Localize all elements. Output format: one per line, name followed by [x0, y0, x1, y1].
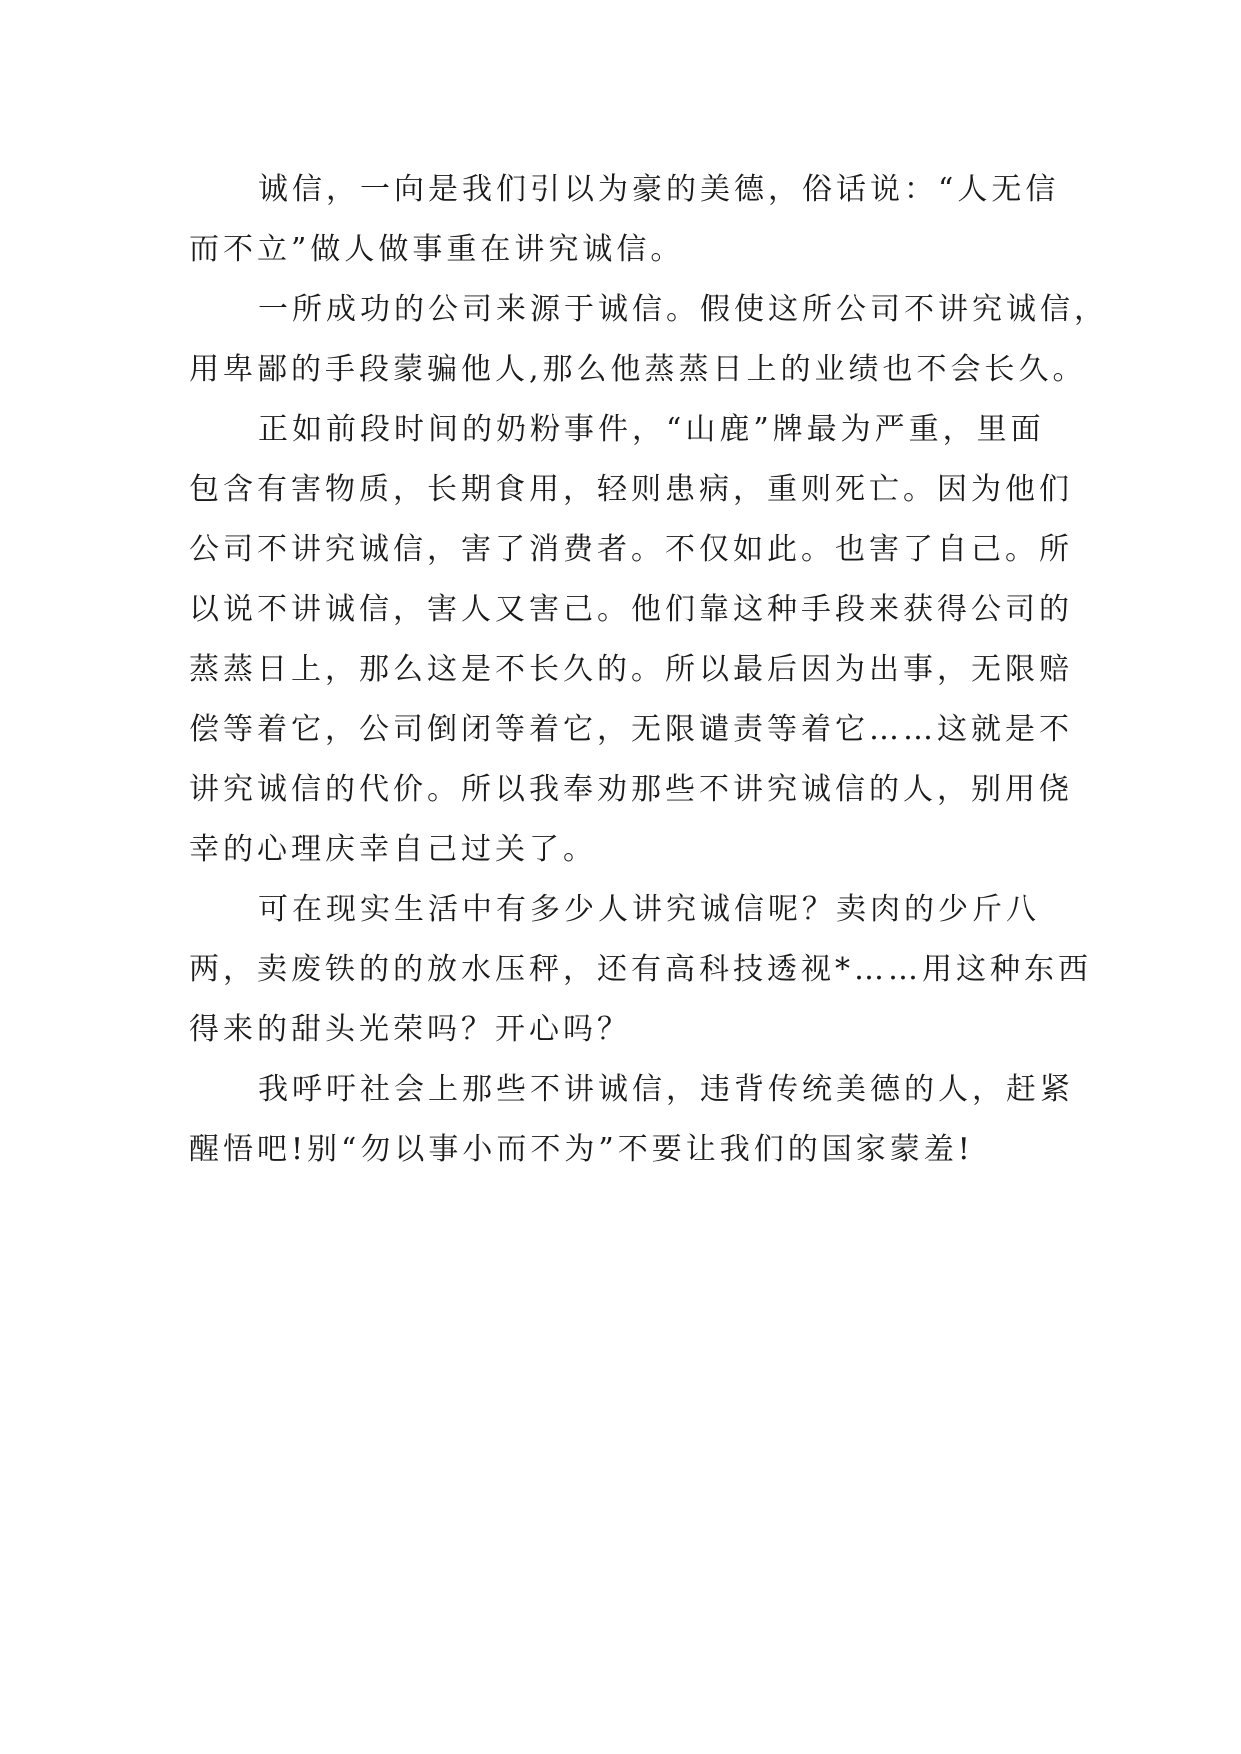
paragraph-5: [189, 1060, 1074, 1180]
paragraph-line: 偿等着它，公司倒闭等着它，无限谴责等着它……这就是不: [189, 712, 1073, 747]
paragraph-line: 可在现实生活中有多少人讲究诚信呢？卖肉的少斤八: [258, 892, 1040, 927]
paragraph-line: 以说不讲诚信，害人又害己。他们靠这种手段来获得公司的: [189, 592, 1073, 627]
paragraph-line: 而不立”做人做事重在讲究诚信。: [189, 232, 685, 267]
paragraph-line: 蒸蒸日上，那么这是不长久的。所以最后因为出事，无限赔: [189, 652, 1073, 687]
paragraph-line: 两，卖废铁的的放水压秤，还有高科技透视*……用这种东西: [189, 952, 1092, 987]
paragraph-line: 醒悟吧!别“勿以事小而不为”不要让我们的国家蒙羞!: [189, 1132, 974, 1167]
paragraph-line: 诚信，一向是我们引以为豪的美德，俗话说：“人无信: [258, 172, 1060, 207]
paragraph-line: 用卑鄙的手段蒙骗他人,那么他蒸蒸日上的业绩也不会长久。: [189, 352, 1087, 387]
paragraph-1: [189, 160, 1059, 280]
paragraph-line: 得来的甜头光荣吗？开心吗？: [189, 1012, 631, 1047]
paragraph-line: 包含有害物质，长期食用，轻则患病，重则死亡。因为他们: [189, 472, 1073, 507]
paragraph-4: [189, 880, 1092, 1060]
paragraph-3: [189, 400, 1073, 880]
paragraph-line: 我呼吁社会上那些不讲诚信，违背传统美德的人，赶紧: [258, 1072, 1074, 1107]
document-body: [189, 160, 1108, 1180]
paragraph-2: [189, 280, 1108, 400]
paragraph-line: 讲究诚信的代价。所以我奉劝那些不讲究诚信的人，别用侥: [189, 772, 1073, 807]
paragraph-line: 正如前段时间的奶粉事件，“山鹿”牌最为严重，里面: [258, 412, 1045, 447]
paragraph-line: 公司不讲究诚信，害了消费者。不仅如此。也害了自己。所: [189, 532, 1073, 567]
paragraph-line: 幸的心理庆幸自己过关了。: [189, 832, 597, 867]
paragraph-line: 一所成功的公司来源于诚信。假使这所公司不讲究诚信，: [258, 292, 1108, 327]
